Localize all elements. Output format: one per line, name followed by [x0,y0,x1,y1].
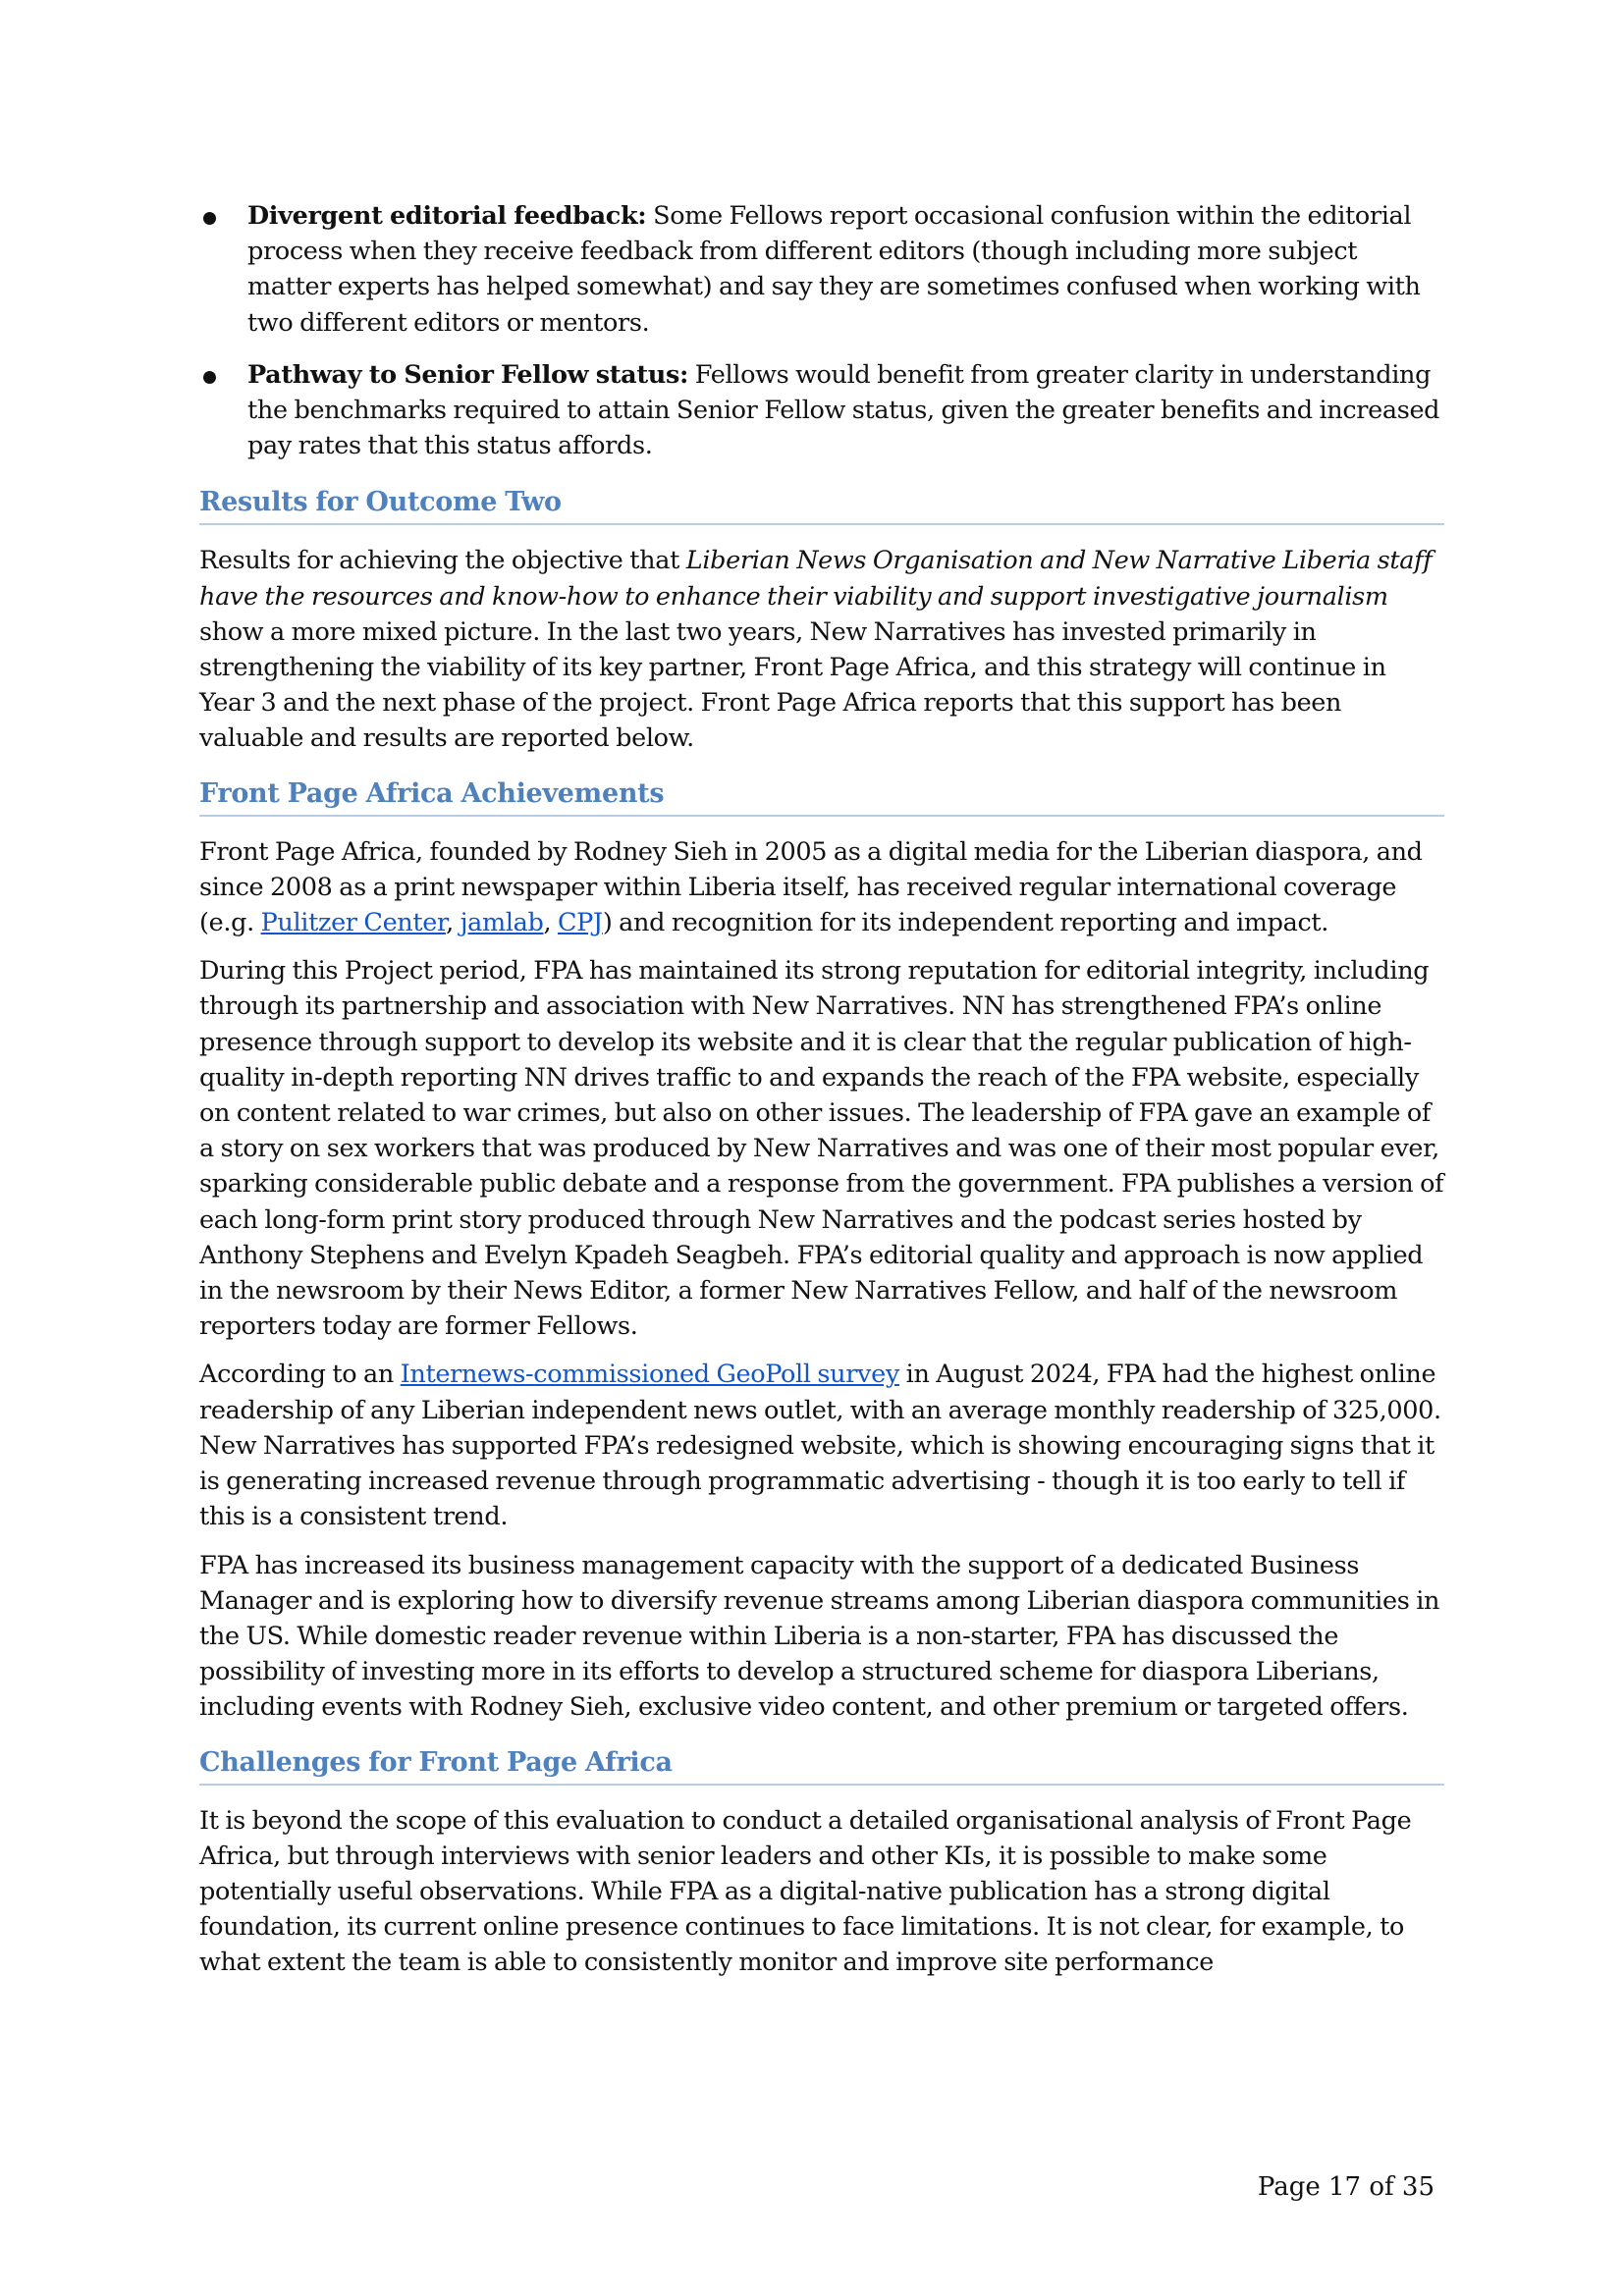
link-cpj[interactable]: CPJ [557,908,603,938]
document-page [199,198,1444,1981]
separator-text: , [543,908,558,938]
link-jamlab[interactable]: jamlab [460,908,544,938]
bullet-bold-lead: Divergent editorial feedback: [247,201,647,231]
paragraph-outcome-two [199,543,1444,756]
separator-text: , [446,908,460,938]
paragraph-business-capacity: FPA has increased its business management capacity with the support of a dedicated Business Manager and is exploring how to diversify revenue streams among Liberian diaspora communities in the US. While domestic reader revenue within Liberia is a non-starter, FPA has discussed the possibility of investing more in its efforts to develop a structured scheme for diaspora Liberians, including events with Rodney Sieh, exclusive video content, and other premium or targeted offers. [199,1550,1440,1723]
link-pulitzer-center[interactable]: Pulitzer Center [260,908,447,938]
paragraph-text: Front Page Africa, founded by Rodney Sieh in 2005 as a digital media for the Liberian diaspora, and since 2008 as a print newspaper within Liberia itself, has received regular international coverage (e.g. [199,836,1423,938]
page-number: Page 17 of 35 [1257,2172,1435,2202]
paragraph-text: ) and recognition for its independent reporting and impact. [602,908,1329,938]
paragraph-text: show a more mixed picture. In the last two years, New Narratives has invested primarily in strengthening the viability of its key partner, Front Page Africa, and this strategy will continue in Year 3 and the next phase of the project. Front Page Africa reports that this support has been valuable and results are reported below. [199,616,1386,754]
paragraph-challenges: It is beyond the scope of this evaluation to conduct a detailed organisational analysis of Front Page Africa, but through interviews with senior leaders and other KIs, it is possible to make some potentially useful observations. While FPA as a digital-native publication has a strong digital foundation, its current online presence continues to face limitations. It is not clear, for example, to what extent the team is able to consistently monitor and improve site performance [199,1805,1412,1978]
heading-fpa-challenges: Challenges for Front Page Africa [199,1745,1444,1786]
bullet-dot-icon [203,212,216,225]
link-geopoll-survey[interactable]: Internews-commissioned GeoPoll survey [400,1360,899,1390]
paragraph-fpa-founding [199,834,1444,941]
bullet-bold-lead: Pathway to Senior Fellow status: [247,359,689,390]
bullet-item-divergent-feedback [199,198,1444,341]
objective-italic-text: Liberian News Organisation and New Narrative Liberia staff have the resources and know-how to enhance their viability and support investigative journalism [199,546,1433,612]
bullet-text: Fellows would benefit from greater clarity in understanding the benchmarks required to attain Senior Fellow status, given the greater benefits and increased pay rates that this status affords. [247,359,1440,461]
paragraph-text: According to an [199,1360,401,1390]
heading-fpa-achievements: Front Page Africa Achievements [199,776,1444,817]
bullet-dot-icon [203,371,216,384]
bullet-list [199,198,1444,463]
paragraph-project-period: During this Project period, FPA has maintained its strong reputation for editorial integrity, including through its partnership and association with New Narratives. NN has strengthened FPA’s online presence through support to develop its website and it is clear that the regular publication of high-quality in-depth reporting NN drives traffic to and expands the reach of the FPA website, especially on content related to war crimes, but also on other issues. The leadership of FPA gave an example of a story on sex workers that was produced by New Narratives and was one of their most popular ever, sparking considerable public debate and a response from the government. FPA publishes a version of each long-form print story produced through New Narratives and the podcast series hosted by Anthony Stephens and Evelyn Kpadeh Seagbeh. FPA’s editorial quality and approach is now applied in the newsroom by their News Editor, a former New Narratives Fellow, and half of the newsroom reporters today are former Fellows. [199,956,1444,1342]
heading-results-outcome-two: Results for Outcome Two [199,485,1444,525]
paragraph-text: in August 2024, FPA had the highest online readership of any Liberian independent news outlet, with an average monthly readership of 325,000. New Narratives has supported FPA’s redesigned website, which is showing encouraging signs that it is generating increased revenue through programmatic advertising - though it is too early to tell if this is a consistent trend. [199,1360,1441,1532]
bullet-text: Some Fellows report occasional confusion within the editorial process when they receive feedback from different editors (though including more subject matter experts has helped somewhat) and say they are sometimes confused when working with two different editors or mentors. [247,201,1421,338]
bullet-item-senior-fellow-pathway [199,357,1444,464]
paragraph-text: Results for achieving the objective that [199,546,686,576]
paragraph-geopoll-survey [199,1357,1444,1534]
